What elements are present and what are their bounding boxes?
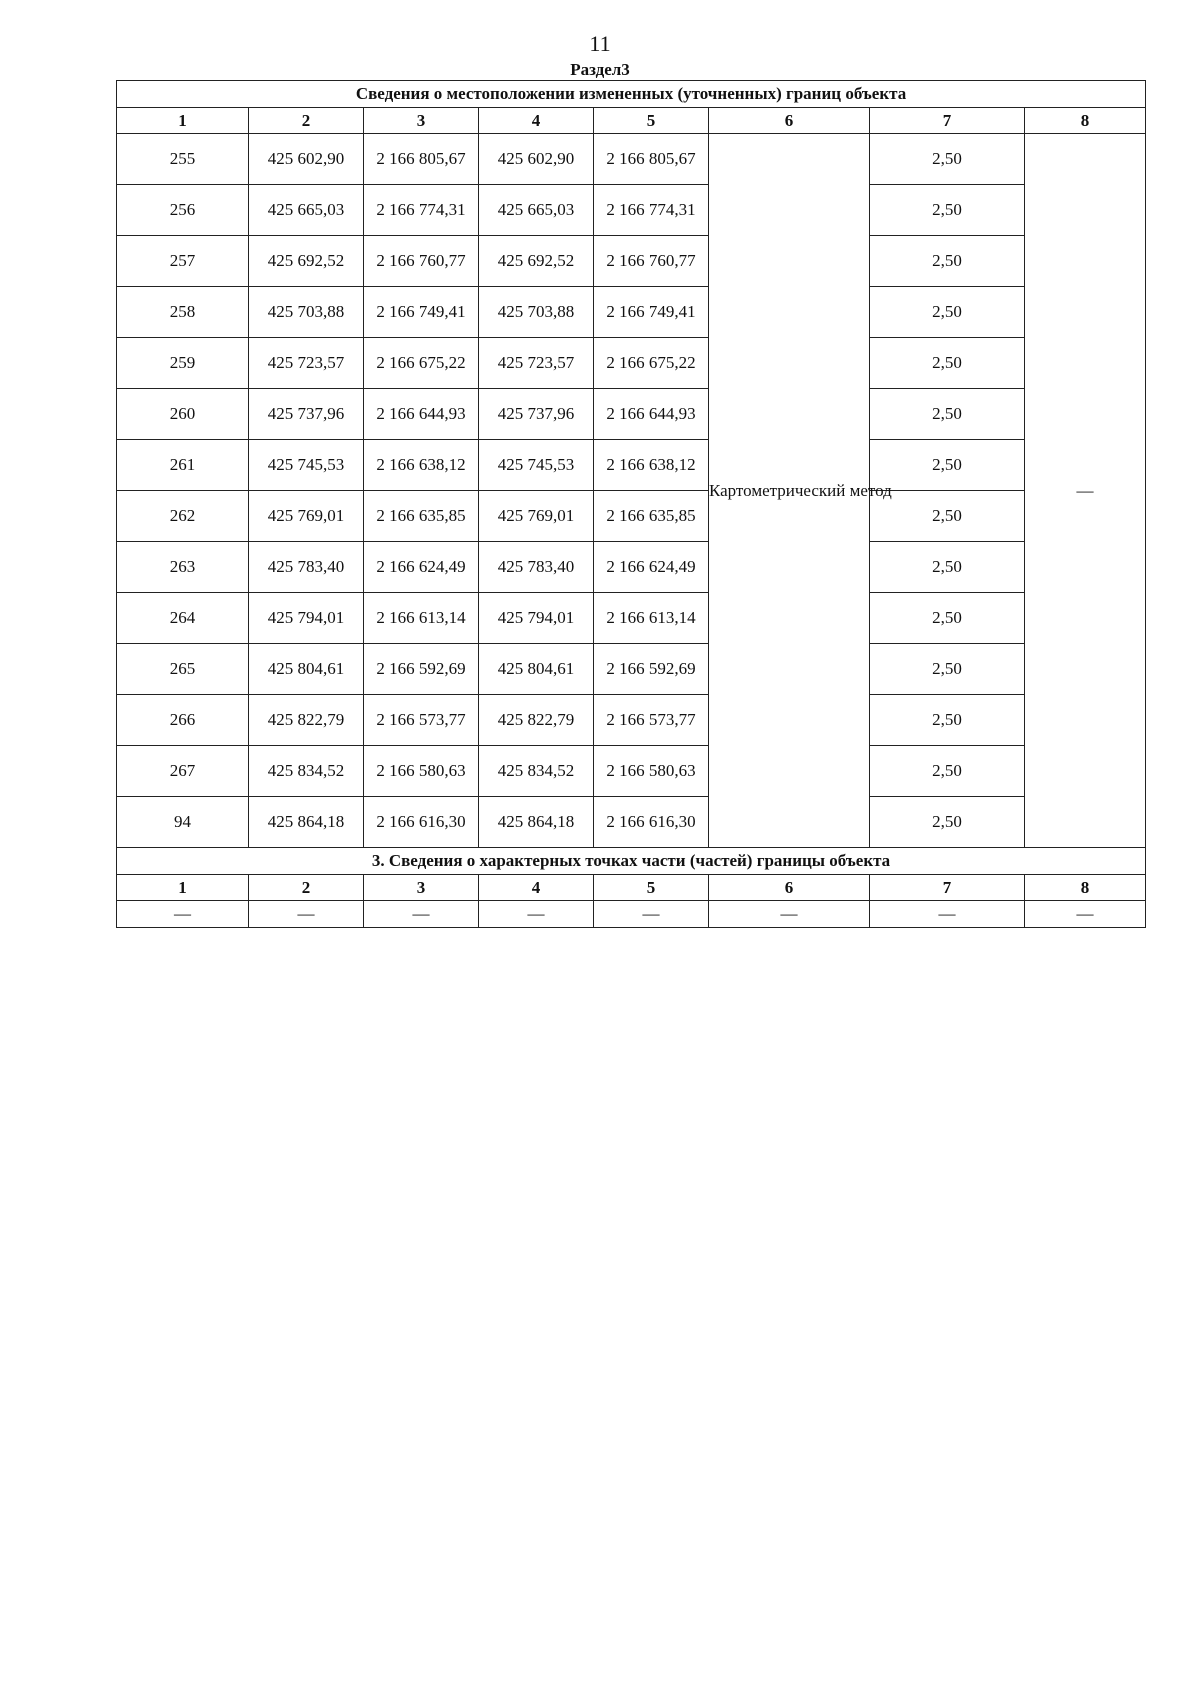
- x-coordinate-cell: 425 703,88: [249, 287, 364, 338]
- y-coordinate-cell: 2 166 635,85: [364, 491, 479, 542]
- accuracy-cell: 2,50: [870, 185, 1025, 236]
- column-header: 8: [1025, 875, 1146, 901]
- x-coordinate-cell: 425 665,03: [479, 185, 594, 236]
- y-coordinate-cell: 2 166 760,77: [364, 236, 479, 287]
- table-row: [117, 491, 1146, 542]
- x-coordinate-cell: 425 783,40: [249, 542, 364, 593]
- accuracy-cell: 2,50: [870, 695, 1025, 746]
- column-header: 6: [709, 108, 870, 134]
- y-coordinate-cell: 2 166 613,14: [364, 593, 479, 644]
- x-coordinate-cell: 425 834,52: [249, 746, 364, 797]
- accuracy-cell: 2,50: [870, 542, 1025, 593]
- x-coordinate-cell: 425 745,53: [479, 440, 594, 491]
- table-row: [117, 797, 1146, 848]
- empty-cell: —: [364, 901, 479, 928]
- y-coordinate-cell: 2 166 616,30: [594, 797, 709, 848]
- y-coordinate-cell: 2 166 638,12: [594, 440, 709, 491]
- point-number-cell: 259: [117, 338, 249, 389]
- y-coordinate-cell: 2 166 774,31: [594, 185, 709, 236]
- y-coordinate-cell: 2 166 675,22: [594, 338, 709, 389]
- point-number-cell: 256: [117, 185, 249, 236]
- empty-cell: —: [870, 901, 1025, 928]
- table1-header-row: [117, 108, 1146, 134]
- y-coordinate-cell: 2 166 638,12: [364, 440, 479, 491]
- boundary-table: [116, 80, 1146, 928]
- table-row: [117, 338, 1146, 389]
- table2-title: 3. Сведения о характерных точках части (частей) границы объекта: [117, 848, 1146, 875]
- x-coordinate-cell: 425 692,52: [479, 236, 594, 287]
- section-label: Раздел3: [570, 60, 630, 79]
- y-coordinate-cell: 2 166 573,77: [594, 695, 709, 746]
- y-coordinate-cell: 2 166 774,31: [364, 185, 479, 236]
- point-number-cell: 262: [117, 491, 249, 542]
- y-coordinate-cell: 2 166 644,93: [594, 389, 709, 440]
- x-coordinate-cell: 425 723,57: [479, 338, 594, 389]
- y-coordinate-cell: 2 166 624,49: [594, 542, 709, 593]
- column-header: 5: [594, 875, 709, 901]
- table-row: [117, 185, 1146, 236]
- accuracy-cell: 2,50: [870, 746, 1025, 797]
- y-coordinate-cell: 2 166 580,63: [594, 746, 709, 797]
- y-coordinate-cell: 2 166 635,85: [594, 491, 709, 542]
- point-number-cell: 267: [117, 746, 249, 797]
- empty-cell: —: [479, 901, 594, 928]
- y-coordinate-cell: 2 166 675,22: [364, 338, 479, 389]
- x-coordinate-cell: 425 602,90: [479, 134, 594, 185]
- accuracy-cell: 2,50: [870, 491, 1025, 542]
- column8-cell: —: [1025, 134, 1146, 848]
- accuracy-cell: 2,50: [870, 389, 1025, 440]
- table2-header-row: [117, 875, 1146, 901]
- x-coordinate-cell: 425 769,01: [249, 491, 364, 542]
- x-coordinate-cell: 425 769,01: [479, 491, 594, 542]
- y-coordinate-cell: 2 166 749,41: [364, 287, 479, 338]
- y-coordinate-cell: 2 166 805,67: [364, 134, 479, 185]
- accuracy-cell: 2,50: [870, 440, 1025, 491]
- point-number-cell: 260: [117, 389, 249, 440]
- table-row: [117, 542, 1146, 593]
- y-coordinate-cell: 2 166 592,69: [364, 644, 479, 695]
- page-number: 11: [589, 31, 611, 56]
- column-header: 3: [364, 875, 479, 901]
- column-header: 1: [117, 108, 249, 134]
- table-row: [117, 236, 1146, 287]
- y-coordinate-cell: 2 166 592,69: [594, 644, 709, 695]
- table-row: [117, 695, 1146, 746]
- table2-title-row: [117, 848, 1146, 875]
- y-coordinate-cell: 2 166 644,93: [364, 389, 479, 440]
- x-coordinate-cell: 425 745,53: [249, 440, 364, 491]
- accuracy-cell: 2,50: [870, 593, 1025, 644]
- column-header: 2: [249, 108, 364, 134]
- table1-title: Сведения о местоположении измененных (уточненных) границ объекта: [117, 81, 1146, 108]
- point-number-cell: 257: [117, 236, 249, 287]
- column-header: 4: [479, 108, 594, 134]
- y-coordinate-cell: 2 166 573,77: [364, 695, 479, 746]
- point-number-cell: 263: [117, 542, 249, 593]
- y-coordinate-cell: 2 166 613,14: [594, 593, 709, 644]
- table-row: [117, 389, 1146, 440]
- x-coordinate-cell: 425 737,96: [479, 389, 594, 440]
- x-coordinate-cell: 425 822,79: [249, 695, 364, 746]
- table-row: [117, 644, 1146, 695]
- x-coordinate-cell: 425 822,79: [479, 695, 594, 746]
- y-coordinate-cell: 2 166 805,67: [594, 134, 709, 185]
- empty-cell: —: [249, 901, 364, 928]
- column-header: 3: [364, 108, 479, 134]
- y-coordinate-cell: 2 166 749,41: [594, 287, 709, 338]
- y-coordinate-cell: 2 166 580,63: [364, 746, 479, 797]
- y-coordinate-cell: 2 166 624,49: [364, 542, 479, 593]
- x-coordinate-cell: 425 864,18: [249, 797, 364, 848]
- x-coordinate-cell: 425 703,88: [479, 287, 594, 338]
- table-row: [117, 593, 1146, 644]
- x-coordinate-cell: 425 804,61: [249, 644, 364, 695]
- column-header: 8: [1025, 108, 1146, 134]
- column-header: 6: [709, 875, 870, 901]
- table-row: [117, 134, 1146, 185]
- x-coordinate-cell: 425 665,03: [249, 185, 364, 236]
- point-number-cell: 266: [117, 695, 249, 746]
- point-number-cell: 255: [117, 134, 249, 185]
- y-coordinate-cell: 2 166 760,77: [594, 236, 709, 287]
- empty-cell: —: [594, 901, 709, 928]
- accuracy-cell: 2,50: [870, 797, 1025, 848]
- column-header: 7: [870, 108, 1025, 134]
- x-coordinate-cell: 425 723,57: [249, 338, 364, 389]
- empty-cell: —: [709, 901, 870, 928]
- empty-cell: —: [1025, 901, 1146, 928]
- column-header: 2: [249, 875, 364, 901]
- accuracy-cell: 2,50: [870, 338, 1025, 389]
- table-row: [117, 287, 1146, 338]
- x-coordinate-cell: 425 794,01: [479, 593, 594, 644]
- point-number-cell: 265: [117, 644, 249, 695]
- column-header: 5: [594, 108, 709, 134]
- empty-cell: —: [117, 901, 249, 928]
- x-coordinate-cell: 425 602,90: [249, 134, 364, 185]
- point-number-cell: 258: [117, 287, 249, 338]
- y-coordinate-cell: 2 166 616,30: [364, 797, 479, 848]
- x-coordinate-cell: 425 804,61: [479, 644, 594, 695]
- x-coordinate-cell: 425 737,96: [249, 389, 364, 440]
- column-header: 1: [117, 875, 249, 901]
- point-number-cell: 261: [117, 440, 249, 491]
- accuracy-cell: 2,50: [870, 236, 1025, 287]
- point-number-cell: 264: [117, 593, 249, 644]
- point-number-cell: 94: [117, 797, 249, 848]
- x-coordinate-cell: 425 794,01: [249, 593, 364, 644]
- x-coordinate-cell: 425 783,40: [479, 542, 594, 593]
- column-header: 7: [870, 875, 1025, 901]
- method-cell: Картометрический метод: [709, 134, 870, 848]
- table-row: [117, 440, 1146, 491]
- table1-title-row: [117, 81, 1146, 108]
- table-body: [117, 81, 1146, 928]
- table2-empty-row: [117, 901, 1146, 928]
- accuracy-cell: 2,50: [870, 644, 1025, 695]
- x-coordinate-cell: 425 692,52: [249, 236, 364, 287]
- x-coordinate-cell: 425 864,18: [479, 797, 594, 848]
- accuracy-cell: 2,50: [870, 134, 1025, 185]
- table-row: [117, 746, 1146, 797]
- accuracy-cell: 2,50: [870, 287, 1025, 338]
- x-coordinate-cell: 425 834,52: [479, 746, 594, 797]
- column-header: 4: [479, 875, 594, 901]
